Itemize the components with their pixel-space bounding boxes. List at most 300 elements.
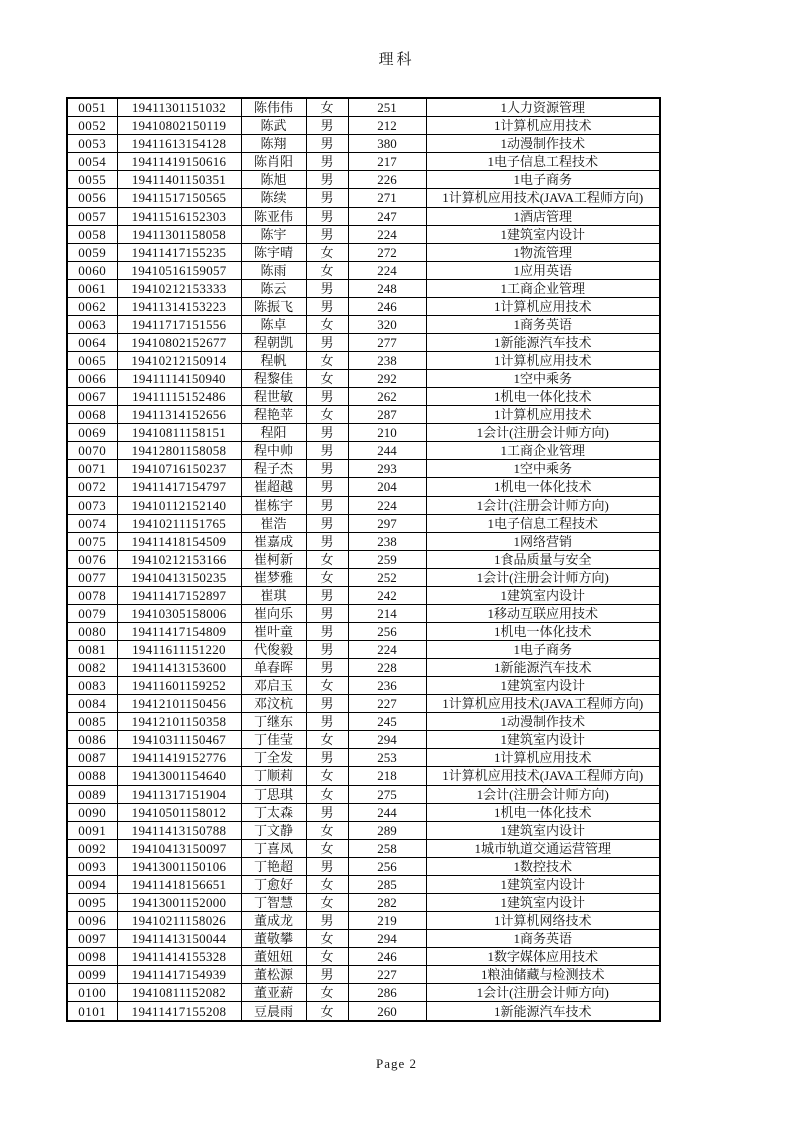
cell-score: 238: [348, 352, 426, 370]
cell-score: 282: [348, 893, 426, 911]
cell-major: 1建筑室内设计: [426, 875, 660, 893]
cell-score: 246: [348, 297, 426, 315]
table-row: [67, 659, 660, 677]
cell-name: 陈旭: [241, 171, 306, 189]
cell-name: 崔超越: [241, 478, 306, 496]
table-row: [67, 532, 660, 550]
cell-name: 陈振飞: [241, 297, 306, 315]
cell-major: 1计算机应用技术(JAVA工程师方向): [426, 695, 660, 713]
cell-serial: 0073: [67, 496, 117, 514]
table-row: [67, 315, 660, 333]
cell-serial: 0060: [67, 261, 117, 279]
cell-score: 244: [348, 803, 426, 821]
cell-exam-number: 19412801158058: [117, 442, 241, 460]
cell-major: 1新能源汽车技术: [426, 333, 660, 351]
cell-score: 236: [348, 677, 426, 695]
cell-exam-number: 19413001150106: [117, 857, 241, 875]
cell-gender: 男: [306, 803, 348, 821]
table-row: [67, 189, 660, 207]
cell-major: 1人力资源管理: [426, 98, 660, 117]
cell-gender: 女: [306, 315, 348, 333]
table-row: [67, 911, 660, 929]
cell-name: 单春晖: [241, 659, 306, 677]
cell-serial: 0062: [67, 297, 117, 315]
cell-name: 崔柯新: [241, 550, 306, 568]
cell-exam-number: 19410413150097: [117, 839, 241, 857]
cell-exam-number: 19411417155208: [117, 1002, 241, 1021]
cell-serial: 0080: [67, 622, 117, 640]
cell-name: 崔琪: [241, 586, 306, 604]
cell-name: 丁全发: [241, 749, 306, 767]
cell-name: 崔栋宇: [241, 496, 306, 514]
table-row: [67, 767, 660, 785]
cell-score: 256: [348, 622, 426, 640]
cell-gender: 女: [306, 893, 348, 911]
cell-serial: 0058: [67, 225, 117, 243]
cell-exam-number: 19411413150788: [117, 821, 241, 839]
cell-gender: 男: [306, 171, 348, 189]
cell-serial: 0078: [67, 586, 117, 604]
cell-exam-number: 19410811158151: [117, 424, 241, 442]
cell-major: 1数控技术: [426, 857, 660, 875]
cell-serial: 0101: [67, 1002, 117, 1021]
cell-score: 224: [348, 641, 426, 659]
cell-name: 陈肖阳: [241, 153, 306, 171]
cell-name: 丁思琪: [241, 785, 306, 803]
cell-serial: 0072: [67, 478, 117, 496]
cell-name: 崔梦雅: [241, 568, 306, 586]
cell-name: 丁愈好: [241, 875, 306, 893]
cell-gender: 女: [306, 948, 348, 966]
cell-major: 1建筑室内设计: [426, 893, 660, 911]
cell-score: 297: [348, 514, 426, 532]
cell-gender: 女: [306, 550, 348, 568]
cell-score: 256: [348, 857, 426, 875]
cell-gender: 男: [306, 442, 348, 460]
table-row: [67, 821, 660, 839]
cell-serial: 0071: [67, 460, 117, 478]
cell-exam-number: 19410413150235: [117, 568, 241, 586]
table-row: [67, 749, 660, 767]
cell-name: 陈雨: [241, 261, 306, 279]
cell-name: 丁太森: [241, 803, 306, 821]
cell-score: 204: [348, 478, 426, 496]
cell-gender: 男: [306, 622, 348, 640]
cell-serial: 0100: [67, 984, 117, 1002]
cell-exam-number: 19413001154640: [117, 767, 241, 785]
cell-score: 219: [348, 911, 426, 929]
cell-serial: 0059: [67, 243, 117, 261]
cell-gender: 女: [306, 370, 348, 388]
cell-gender: 男: [306, 135, 348, 153]
cell-gender: 女: [306, 677, 348, 695]
cell-name: 程艳苹: [241, 406, 306, 424]
cell-exam-number: 19411413150044: [117, 930, 241, 948]
cell-serial: 0070: [67, 442, 117, 460]
cell-major: 1城市轨道交通运营管理: [426, 839, 660, 857]
cell-name: 程阳: [241, 424, 306, 442]
cell-name: 程帆: [241, 352, 306, 370]
cell-exam-number: 19410501158012: [117, 803, 241, 821]
cell-gender: 男: [306, 713, 348, 731]
cell-name: 丁艳超: [241, 857, 306, 875]
cell-major: 1粮油储藏与检测技术: [426, 966, 660, 984]
cell-score: 294: [348, 731, 426, 749]
cell-gender: 男: [306, 695, 348, 713]
cell-score: 258: [348, 839, 426, 857]
cell-serial: 0098: [67, 948, 117, 966]
table-row: [67, 333, 660, 351]
table-row: [67, 406, 660, 424]
cell-serial: 0090: [67, 803, 117, 821]
cell-serial: 0056: [67, 189, 117, 207]
cell-exam-number: 19411417154809: [117, 622, 241, 640]
table-row: [67, 857, 660, 875]
table-row: [67, 171, 660, 189]
table-row: [67, 948, 660, 966]
cell-name: 董敬攀: [241, 930, 306, 948]
table-row: [67, 984, 660, 1002]
cell-score: 259: [348, 550, 426, 568]
cell-exam-number: 19411114150940: [117, 370, 241, 388]
cell-major: 1电子商务: [426, 171, 660, 189]
cell-serial: 0066: [67, 370, 117, 388]
cell-exam-number: 19411419152776: [117, 749, 241, 767]
table-row: [67, 586, 660, 604]
table-row: [67, 243, 660, 261]
cell-serial: 0091: [67, 821, 117, 839]
cell-major: 1机电一体化技术: [426, 803, 660, 821]
cell-gender: 男: [306, 478, 348, 496]
cell-exam-number: 19411717151556: [117, 315, 241, 333]
cell-major: 1建筑室内设计: [426, 677, 660, 695]
cell-major: 1网络营销: [426, 532, 660, 550]
cell-exam-number: 19412101150456: [117, 695, 241, 713]
cell-name: 陈亚伟: [241, 207, 306, 225]
cell-exam-number: 19411115152486: [117, 388, 241, 406]
table-row: [67, 117, 660, 135]
cell-serial: 0067: [67, 388, 117, 406]
cell-name: 丁喜凤: [241, 839, 306, 857]
cell-gender: 女: [306, 839, 348, 857]
cell-name: 丁继东: [241, 713, 306, 731]
table-row: [67, 1002, 660, 1021]
cell-score: 210: [348, 424, 426, 442]
cell-name: 陈宇: [241, 225, 306, 243]
page-number: Page 2: [375, 1056, 418, 1071]
cell-major: 1建筑室内设计: [426, 225, 660, 243]
cell-name: 陈武: [241, 117, 306, 135]
table-row: [67, 785, 660, 803]
cell-serial: 0088: [67, 767, 117, 785]
cell-score: 246: [348, 948, 426, 966]
table-row: [67, 875, 660, 893]
cell-gender: 男: [306, 604, 348, 622]
cell-major: 1工商企业管理: [426, 279, 660, 297]
cell-gender: 男: [306, 496, 348, 514]
cell-major: 1工商企业管理: [426, 442, 660, 460]
cell-serial: 0083: [67, 677, 117, 695]
cell-exam-number: 19411419150616: [117, 153, 241, 171]
table-row: [67, 153, 660, 171]
cell-serial: 0057: [67, 207, 117, 225]
cell-serial: 0099: [67, 966, 117, 984]
cell-score: 293: [348, 460, 426, 478]
table-row: [67, 893, 660, 911]
cell-serial: 0063: [67, 315, 117, 333]
cell-exam-number: 19411517150565: [117, 189, 241, 207]
table-row: [67, 695, 660, 713]
cell-major: 1空中乘务: [426, 370, 660, 388]
cell-gender: 女: [306, 352, 348, 370]
cell-name: 程黎佳: [241, 370, 306, 388]
cell-score: 285: [348, 875, 426, 893]
cell-exam-number: 19410112152140: [117, 496, 241, 514]
cell-major: 1计算机网络技术: [426, 911, 660, 929]
cell-exam-number: 19411611151220: [117, 641, 241, 659]
cell-major: 1移动互联应用技术: [426, 604, 660, 622]
cell-name: 董成龙: [241, 911, 306, 929]
cell-name: 程中帅: [241, 442, 306, 460]
cell-gender: 男: [306, 117, 348, 135]
table-row: [67, 98, 660, 117]
cell-score: 242: [348, 586, 426, 604]
cell-serial: 0075: [67, 532, 117, 550]
cell-exam-number: 19411613154128: [117, 135, 241, 153]
cell-gender: 男: [306, 532, 348, 550]
cell-exam-number: 19410211151765: [117, 514, 241, 532]
cell-name: 陈伟伟: [241, 98, 306, 117]
cell-exam-number: 19413001152000: [117, 893, 241, 911]
cell-name: 崔叶童: [241, 622, 306, 640]
cell-name: 丁顺莉: [241, 767, 306, 785]
cell-score: 238: [348, 532, 426, 550]
cell-serial: 0089: [67, 785, 117, 803]
cell-serial: 0074: [67, 514, 117, 532]
cell-name: 代俊毅: [241, 641, 306, 659]
cell-score: 224: [348, 225, 426, 243]
cell-major: 1计算机应用技术: [426, 297, 660, 315]
cell-exam-number: 19411301158058: [117, 225, 241, 243]
table-row: [67, 279, 660, 297]
cell-score: 251: [348, 98, 426, 117]
cell-exam-number: 19411413153600: [117, 659, 241, 677]
cell-gender: 女: [306, 731, 348, 749]
cell-exam-number: 19411401150351: [117, 171, 241, 189]
cell-exam-number: 19410802150119: [117, 117, 241, 135]
cell-gender: 女: [306, 821, 348, 839]
cell-score: 287: [348, 406, 426, 424]
cell-score: 252: [348, 568, 426, 586]
cell-major: 1机电一体化技术: [426, 622, 660, 640]
cell-gender: 男: [306, 207, 348, 225]
cell-name: 丁智慧: [241, 893, 306, 911]
cell-serial: 0055: [67, 171, 117, 189]
table-row: [67, 352, 660, 370]
cell-score: 228: [348, 659, 426, 677]
table-row: [67, 460, 660, 478]
cell-gender: 男: [306, 189, 348, 207]
table-row: [67, 839, 660, 857]
cell-major: 1数字媒体应用技术: [426, 948, 660, 966]
table-row: [67, 297, 660, 315]
cell-exam-number: 19411301151032: [117, 98, 241, 117]
cell-serial: 0097: [67, 930, 117, 948]
cell-serial: 0052: [67, 117, 117, 135]
cell-score: 217: [348, 153, 426, 171]
table-row: [67, 550, 660, 568]
table-row: [67, 604, 660, 622]
cell-serial: 0082: [67, 659, 117, 677]
cell-exam-number: 19411317151904: [117, 785, 241, 803]
cell-major: 1建筑室内设计: [426, 586, 660, 604]
table-row: [67, 622, 660, 640]
cell-serial: 0081: [67, 641, 117, 659]
cell-gender: 女: [306, 243, 348, 261]
cell-serial: 0076: [67, 550, 117, 568]
cell-exam-number: 19410211158026: [117, 911, 241, 929]
cell-exam-number: 19411417154797: [117, 478, 241, 496]
cell-exam-number: 19411601159252: [117, 677, 241, 695]
cell-score: 245: [348, 713, 426, 731]
cell-exam-number: 19410212150914: [117, 352, 241, 370]
cell-major: 1食品质量与安全: [426, 550, 660, 568]
cell-name: 董亚薪: [241, 984, 306, 1002]
cell-score: 275: [348, 785, 426, 803]
table-row: [67, 388, 660, 406]
cell-name: 陈云: [241, 279, 306, 297]
cell-serial: 0061: [67, 279, 117, 297]
cell-score: 226: [348, 171, 426, 189]
cell-exam-number: 19410516159057: [117, 261, 241, 279]
cell-name: 邓汶杭: [241, 695, 306, 713]
cell-serial: 0092: [67, 839, 117, 857]
cell-major: 1计算机应用技术(JAVA工程师方向): [426, 767, 660, 785]
table-row: [67, 641, 660, 659]
cell-major: 1会计(注册会计师方向): [426, 496, 660, 514]
cell-gender: 女: [306, 98, 348, 117]
cell-name: 邓启玉: [241, 677, 306, 695]
page-title: 理科: [378, 52, 415, 68]
table-row: [67, 225, 660, 243]
cell-exam-number: 19411418156651: [117, 875, 241, 893]
cell-major: 1建筑室内设计: [426, 821, 660, 839]
table-row: [67, 496, 660, 514]
cell-score: 292: [348, 370, 426, 388]
cell-exam-number: 19410212153166: [117, 550, 241, 568]
table-row: [67, 677, 660, 695]
cell-score: 320: [348, 315, 426, 333]
cell-exam-number: 19411417155235: [117, 243, 241, 261]
cell-score: 286: [348, 984, 426, 1002]
cell-gender: 女: [306, 984, 348, 1002]
cell-score: 244: [348, 442, 426, 460]
cell-gender: 男: [306, 749, 348, 767]
table-row: [67, 424, 660, 442]
cell-serial: 0064: [67, 333, 117, 351]
cell-major: 1会计(注册会计师方向): [426, 785, 660, 803]
table-row: [67, 803, 660, 821]
cell-major: 1新能源汽车技术: [426, 659, 660, 677]
cell-gender: 男: [306, 225, 348, 243]
cell-score: 247: [348, 207, 426, 225]
cell-gender: 男: [306, 659, 348, 677]
cell-gender: 女: [306, 875, 348, 893]
cell-gender: 女: [306, 767, 348, 785]
cell-major: 1会计(注册会计师方向): [426, 568, 660, 586]
cell-gender: 男: [306, 424, 348, 442]
cell-name: 陈续: [241, 189, 306, 207]
table-row: [67, 135, 660, 153]
cell-gender: 男: [306, 586, 348, 604]
table-row: [67, 207, 660, 225]
table-row: [67, 966, 660, 984]
results-table-body: [67, 98, 660, 1021]
cell-serial: 0068: [67, 406, 117, 424]
results-table-container: [66, 97, 661, 1022]
cell-name: 陈卓: [241, 315, 306, 333]
cell-serial: 0087: [67, 749, 117, 767]
cell-name: 崔向乐: [241, 604, 306, 622]
cell-gender: 男: [306, 297, 348, 315]
cell-score: 272: [348, 243, 426, 261]
cell-score: 212: [348, 117, 426, 135]
cell-major: 1会计(注册会计师方向): [426, 424, 660, 442]
cell-gender: 男: [306, 153, 348, 171]
cell-major: 1新能源汽车技术: [426, 1002, 660, 1021]
cell-score: 277: [348, 333, 426, 351]
table-row: [67, 478, 660, 496]
cell-serial: 0053: [67, 135, 117, 153]
cell-name: 陈宇晴: [241, 243, 306, 261]
cell-major: 1电子信息工程技术: [426, 514, 660, 532]
cell-gender: 男: [306, 641, 348, 659]
cell-exam-number: 19411417154939: [117, 966, 241, 984]
cell-exam-number: 19411314153223: [117, 297, 241, 315]
cell-gender: 男: [306, 460, 348, 478]
cell-major: 1应用英语: [426, 261, 660, 279]
cell-major: 1机电一体化技术: [426, 478, 660, 496]
cell-name: 程世敏: [241, 388, 306, 406]
cell-score: 214: [348, 604, 426, 622]
cell-name: 陈翔: [241, 135, 306, 153]
cell-exam-number: 19410212153333: [117, 279, 241, 297]
cell-name: 程子杰: [241, 460, 306, 478]
cell-gender: 女: [306, 568, 348, 586]
cell-score: 289: [348, 821, 426, 839]
cell-gender: 女: [306, 406, 348, 424]
cell-serial: 0054: [67, 153, 117, 171]
cell-serial: 0095: [67, 893, 117, 911]
cell-gender: 女: [306, 785, 348, 803]
cell-gender: 男: [306, 857, 348, 875]
cell-major: 1机电一体化技术: [426, 388, 660, 406]
cell-exam-number: 19412101150358: [117, 713, 241, 731]
cell-gender: 男: [306, 514, 348, 532]
cell-score: 260: [348, 1002, 426, 1021]
cell-serial: 0093: [67, 857, 117, 875]
cell-major: 1计算机应用技术: [426, 117, 660, 135]
cell-name: 崔浩: [241, 514, 306, 532]
cell-score: 218: [348, 767, 426, 785]
cell-exam-number: 19410305158006: [117, 604, 241, 622]
cell-major: 1计算机应用技术: [426, 352, 660, 370]
cell-exam-number: 19411417152897: [117, 586, 241, 604]
cell-name: 丁文静: [241, 821, 306, 839]
cell-score: 380: [348, 135, 426, 153]
cell-name: 崔嘉成: [241, 532, 306, 550]
table-row: [67, 261, 660, 279]
